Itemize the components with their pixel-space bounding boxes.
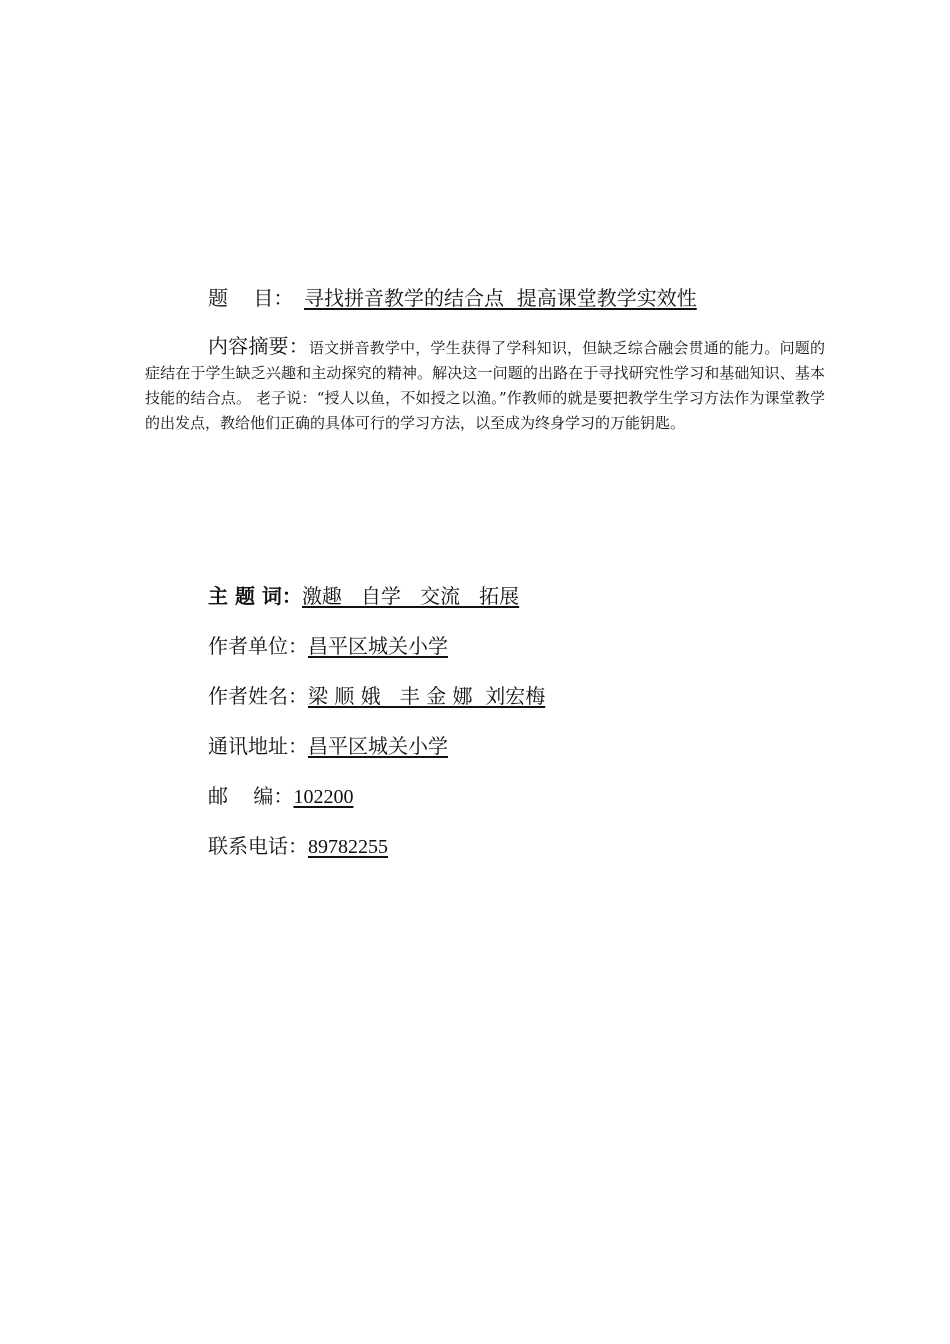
- keywords-label: 主 题 词：: [208, 584, 302, 608]
- keywords-value: 激趣 自学 交流 拓展: [301, 584, 520, 608]
- postcode-value: 102200: [293, 786, 354, 808]
- address-label: 通讯地址：: [208, 734, 308, 758]
- unit-label: 作者单位：: [208, 634, 308, 658]
- abstract-paragraph: [145, 334, 825, 436]
- phone-value: 89782255: [308, 836, 388, 858]
- phone-label: 联系电话：: [208, 834, 308, 858]
- address-row: [208, 730, 545, 780]
- title-label: 题 目：: [208, 286, 294, 310]
- authors-label: 作者姓名：: [208, 684, 308, 708]
- address-value: 昌平区城关小学: [308, 734, 448, 758]
- meta-block: [208, 580, 545, 880]
- title-row: [208, 282, 697, 311]
- postcode-label: 邮 编：: [208, 784, 294, 808]
- abstract-text: 语文拼音教学中，学生获得了学科知识，但缺乏综合融会贯通的能力。问题的症结在于学生缺乏兴趣和主动探究的精神。解决这一问题的出路在于寻找研究性学习和基础知识、基本技能的结合点。 老子说：“授人以鱼，不如授之以渔。”作教师的就是要把教学生学习方法作为课堂教学的出发点，教给他们正确的具体可行的学习方法，以至成为终身学习的万能钥匙。: [145, 339, 825, 432]
- postcode-row: [208, 780, 545, 830]
- unit-value: 昌平区城关小学: [308, 634, 448, 658]
- unit-row: [208, 630, 545, 680]
- title-value: 寻找拼音教学的结合点 提高课堂教学实效性: [304, 286, 697, 310]
- keywords-row: [208, 580, 545, 630]
- abstract-label: 内容摘要：: [208, 334, 309, 358]
- phone-row: [208, 830, 545, 880]
- authors-row: [208, 680, 545, 730]
- authors-value: 梁 顺 娥 丰 金 娜 刘宏梅: [308, 684, 546, 708]
